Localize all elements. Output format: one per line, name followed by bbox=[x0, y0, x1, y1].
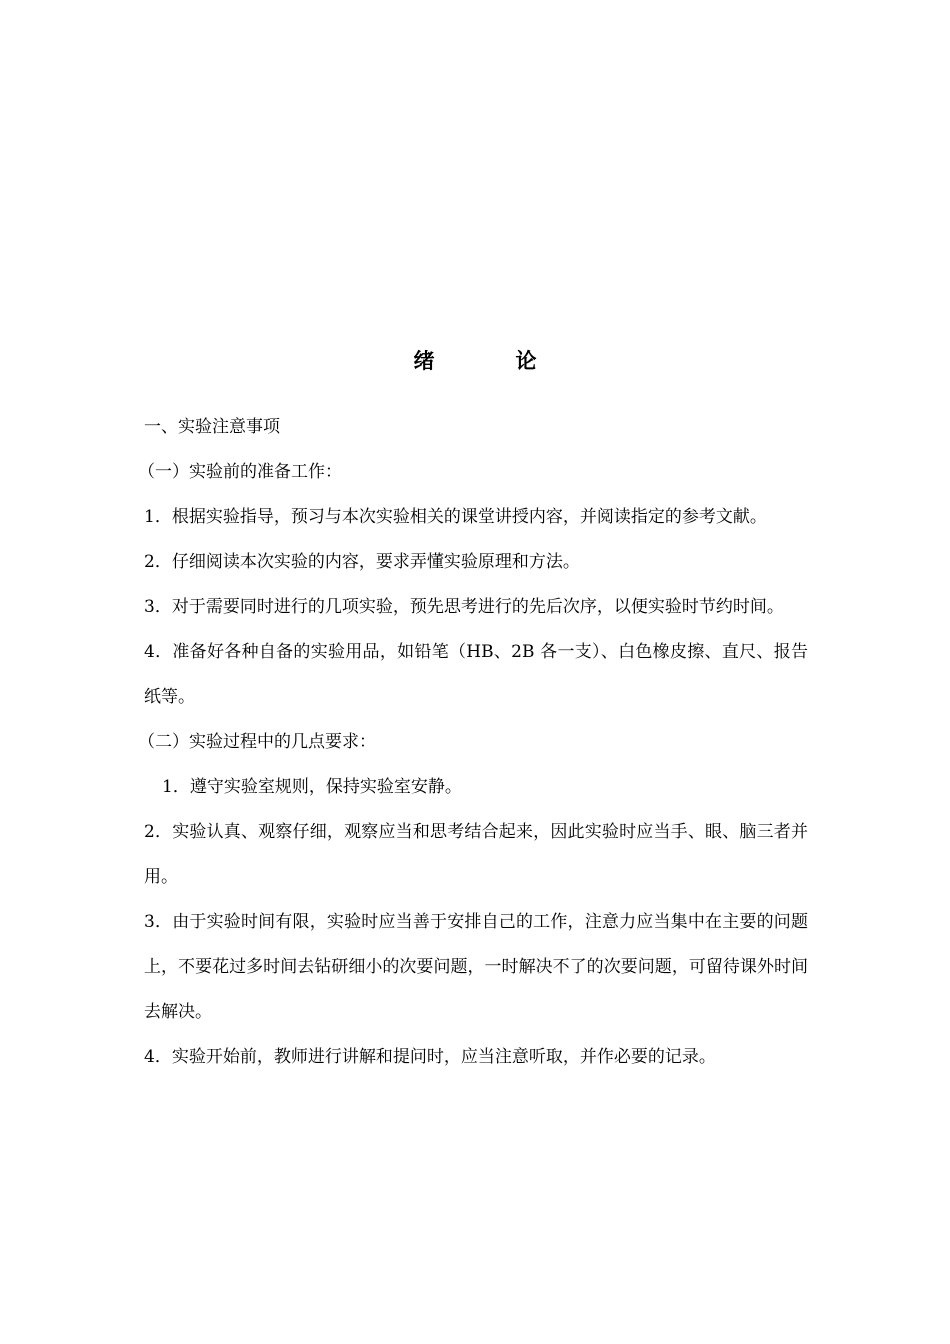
list-item: 2．实验认真、观察仔细，观察应当和思考结合起来，因此实验时应当手、眼、脑三者并用。 bbox=[144, 822, 808, 887]
list-item: 3．对于需要同时进行的几项实验，预先思考进行的先后次序，以便实验时节约时间。 bbox=[144, 597, 784, 617]
list-item: 3．由于实验时间有限，实验时应当善于安排自己的工作，注意力应当集中在主要的问题上，不要花过多时间去钻研细小的次要问题，一时解决不了的次要问题，可留待课外时间去解决。 bbox=[144, 912, 808, 1022]
list-item: 4．准备好各种自备的实验用品，如铅笔（HB、2B 各一支）、白色橡皮擦、直尺、报告纸等。 bbox=[144, 642, 808, 707]
subsection-heading: （二）实验过程中的几点要求： bbox=[138, 732, 376, 752]
list-item: 2．仔细阅读本次实验的内容，要求弄懂实验原理和方法。 bbox=[144, 552, 580, 572]
list-item: 1．遵守实验室规则，保持实验室安静。 bbox=[162, 777, 462, 797]
document-body bbox=[138, 405, 808, 1080]
chapter-title: 绪 论 bbox=[413, 348, 567, 373]
section-heading: 一、实验注意事项 bbox=[144, 417, 280, 437]
subsection-heading: （一）实验前的准备工作： bbox=[138, 462, 342, 482]
list-item: 4．实验开始前，教师进行讲解和提问时，应当注意听取，并作必要的记录。 bbox=[144, 1047, 716, 1067]
list-item: 1．根据实验指导，预习与本次实验相关的课堂讲授内容，并阅读指定的参考文献。 bbox=[144, 507, 767, 527]
